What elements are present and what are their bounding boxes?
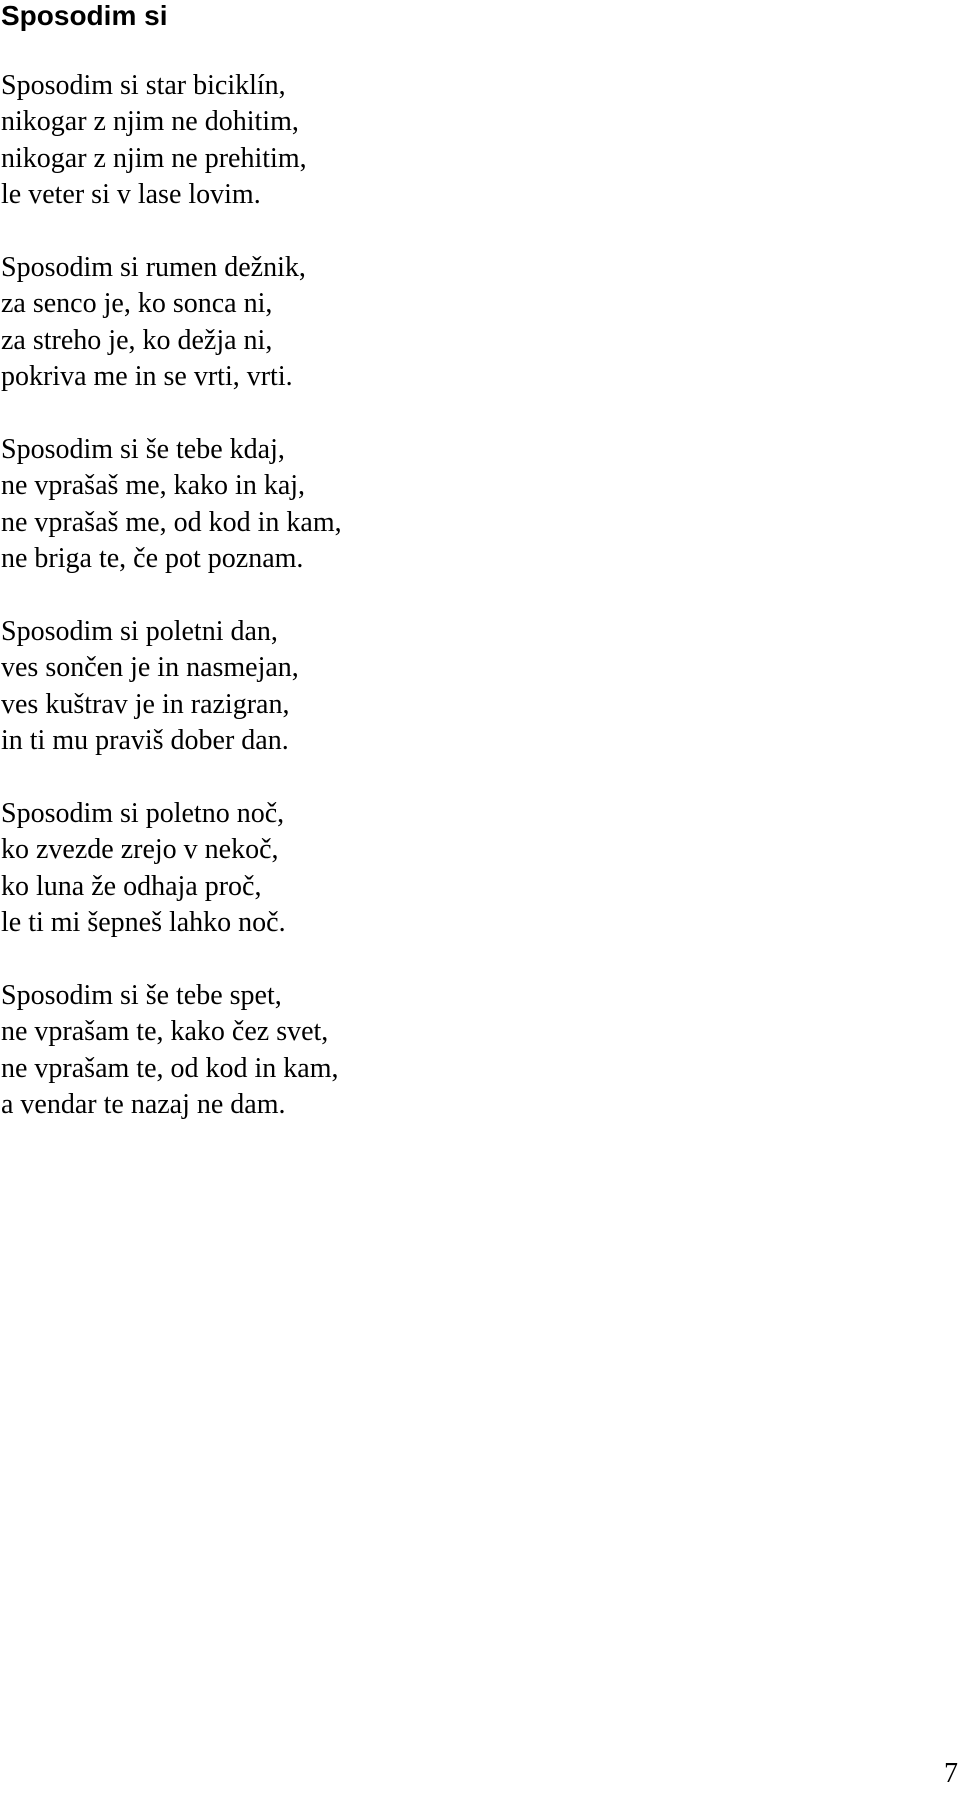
poem-line: Sposodim si star biciklín,	[1, 70, 286, 101]
poem-line: le ti mi šepneš lahko noč.	[1, 906, 286, 938]
poem-line: pokriva me in se vrti, vrti.	[1, 360, 293, 392]
poem-line: nikogar z njim ne dohitim,	[1, 106, 299, 138]
poem-line: ne vprašam te, od kod in kam,	[1, 1052, 339, 1084]
stanza-4	[1, 614, 299, 759]
poem-line: Sposodim si rumen dežnik,	[1, 252, 306, 283]
poem-line: ne vprašaš me, od kod in kam,	[1, 506, 342, 538]
poem-line: Sposodim si še tebe kdaj,	[1, 434, 285, 465]
poem-line: ko zvezde zrejo v nekoč,	[1, 834, 279, 866]
stanza-5	[1, 796, 286, 941]
poem-line: za streho je, ko dežja ni,	[1, 324, 273, 356]
poem-line: in ti mu praviš dober dan.	[1, 724, 289, 756]
poem-line: nikogar z njim ne prehitim,	[1, 142, 307, 174]
stanza-3	[1, 432, 342, 577]
poem-line: a vendar te nazaj ne dam.	[1, 1088, 286, 1120]
poem-title: Sposodim si	[1, 0, 168, 31]
poem-line: ko luna že odhaja proč,	[1, 870, 262, 902]
poem-line: ne vprašam te, kako čez svet,	[1, 1016, 329, 1048]
poem-line: le veter si v lase lovim.	[1, 178, 261, 210]
stanza-6	[1, 978, 338, 1123]
stanza-1	[1, 68, 307, 213]
poem-line: Sposodim si še tebe spet,	[1, 980, 282, 1011]
poem-line: ves kuštrav je in razigran,	[1, 688, 290, 720]
poem-line: ves sončen je in nasmejan,	[1, 652, 299, 684]
poem-line: ne vprašaš me, kako in kaj,	[1, 470, 306, 502]
page-number: 7	[944, 1758, 958, 1789]
poem-line: Sposodim si poletni dan,	[1, 616, 278, 647]
poem-line: ne briga te, če pot poznam.	[1, 542, 304, 574]
poem-line: Sposodim si poletno noč,	[1, 798, 285, 829]
stanza-2	[1, 250, 306, 395]
poem-line: za senco je, ko sonca ni,	[1, 288, 273, 320]
